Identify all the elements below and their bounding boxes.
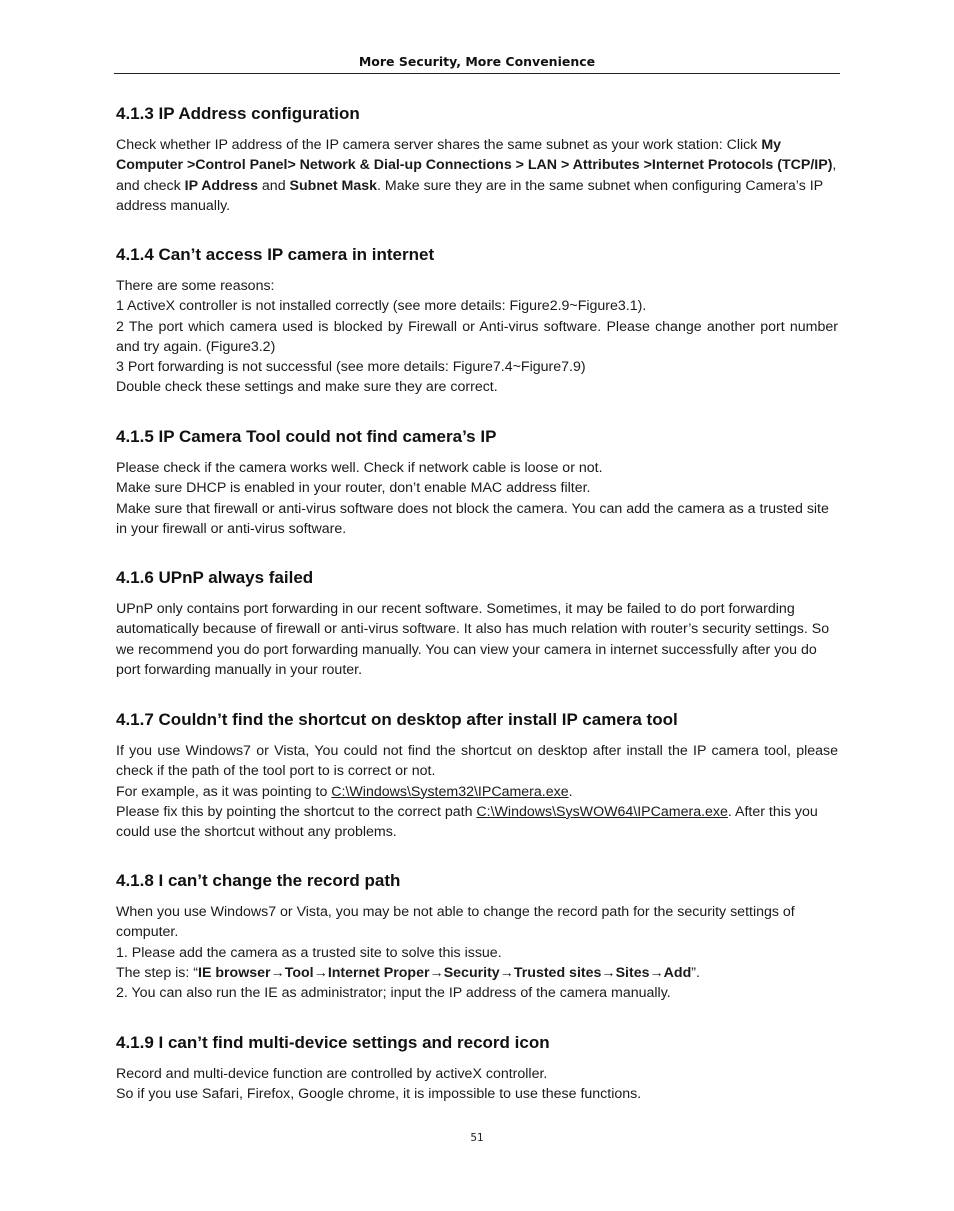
section-4-1-6 [116, 567, 838, 680]
text-span: Check whether IP address of the IP camera server shares the same subnet as your work station: Click [116, 137, 762, 153]
section-heading: 4.1.3 IP Address configuration [116, 104, 360, 123]
paragraph-line: 2 The port which camera used is blocked by Firewall or Anti-virus software. Please change another port number and try again. (Figure3.2) [116, 318, 838, 355]
paragraph-line [116, 963, 838, 983]
text-span: . [568, 783, 573, 800]
bold-term: IP Address [184, 177, 258, 194]
section-4-1-4 [116, 244, 838, 398]
text-span: and [257, 177, 290, 194]
section-4-1-5 [116, 426, 838, 539]
paragraph-line [116, 782, 838, 802]
paragraph-line: 2. You can also run the IE as administrator; input the IP address of the camera manually. [116, 985, 671, 1002]
paragraph-line: Record and multi-device function are controlled by activeX controller. [116, 1066, 548, 1082]
bold-term: Subnet Mask [289, 177, 378, 194]
section-heading: 4.1.7 Couldn’t find the shortcut on desktop after install IP camera tool [116, 710, 678, 729]
section-heading: 4.1.6 UPnP always failed [116, 568, 314, 587]
section-heading: 4.1.5 IP Camera Tool could not find camera’s IP [116, 427, 497, 446]
section-heading: 4.1.4 Can’t access IP camera in internet [116, 245, 435, 264]
section-4-1-3 [116, 103, 838, 216]
paragraph-line: 1. Please add the camera as a trusted site to solve this issue. [116, 944, 502, 961]
text-span: The step is: “ [116, 964, 199, 981]
text-span: For example, as it was pointing to [116, 783, 332, 800]
paragraph-line: When you use Windows7 or Vista, you may be not able to change the record path for the security settings of computer. [116, 904, 795, 941]
text-span: . Make sure they are in the same subnet when configuring Camera’s IP address manually. [116, 177, 823, 214]
file-path-link[interactable]: C:\Windows\SysWOW64\IPCamera.exe [476, 803, 728, 820]
text-span: . After this you could use the shortcut without any problems. [116, 803, 818, 841]
paragraph [116, 135, 838, 216]
paragraph-line: Please check if the camera works well. Check if network cable is loose or not. [116, 460, 603, 476]
paragraph-line [116, 802, 838, 843]
section-heading: 4.1.8 I can’t change the record path [116, 871, 401, 890]
paragraph-line: Double check these settings and make sure they are correct. [116, 379, 498, 396]
paragraph-line: So if you use Safari, Firefox, Google chrome, it is impossible to use these functions. [116, 1086, 642, 1103]
paragraph-line: If you use Windows7 or Vista, You could not find the shortcut on desktop after install the IP camera tool, please check if the path of the tool port to is correct or not. [116, 743, 838, 780]
paragraph-line: Make sure that firewall or anti-virus software does not block the camera. You can add the camera as a trusted site in your firewall or anti-virus software. [116, 500, 829, 537]
file-path-link[interactable]: C:\Windows\System32\IPCamera.exe [331, 783, 569, 800]
text-span: Please fix this by pointing the shortcut to the correct path [116, 803, 477, 820]
paragraph: UPnP only contains port forwarding in our recent software. Sometimes, it may be failed to do port forwarding automatically because of firewall or anti-virus software. It also has much relation with router’s security settings. So we recommend you do port forwarding manually. You can view your camera in internet successfully after you do port forwarding manually in your router. [116, 601, 830, 678]
header-divider [114, 73, 840, 74]
text-span: , and check [116, 157, 837, 194]
section-heading: 4.1.9 I can’t find multi-device settings and record icon [116, 1033, 550, 1052]
section-4-1-8 [116, 870, 838, 1003]
page-number: 51 [470, 1132, 484, 1144]
running-header: More Security, More Convenience [358, 54, 596, 69]
paragraph-line: 1 ActiveX controller is not installed correctly (see more details: Figure2.9~Figure3.1). [116, 298, 647, 315]
paragraph-line: There are some reasons: [116, 278, 275, 294]
paragraph-line: 3 Port forwarding is not successful (see more details: Figure7.4~Figure7.9) [116, 359, 586, 376]
bold-menu-path: IE browser→Tool→Internet Proper→Security→Trusted sites→Sites→Add [198, 964, 692, 981]
bold-menu-path: My Computer >Control Panel> Network & Dial-up Connections > LAN > Attributes >Internet Protocols (TCP/IP) [116, 137, 833, 174]
section-4-1-7 [116, 709, 838, 842]
paragraph-line: Make sure DHCP is enabled in your router, don’t enable MAC address filter. [116, 480, 591, 497]
text-span: ”. [691, 964, 700, 981]
section-4-1-9 [116, 1032, 838, 1105]
